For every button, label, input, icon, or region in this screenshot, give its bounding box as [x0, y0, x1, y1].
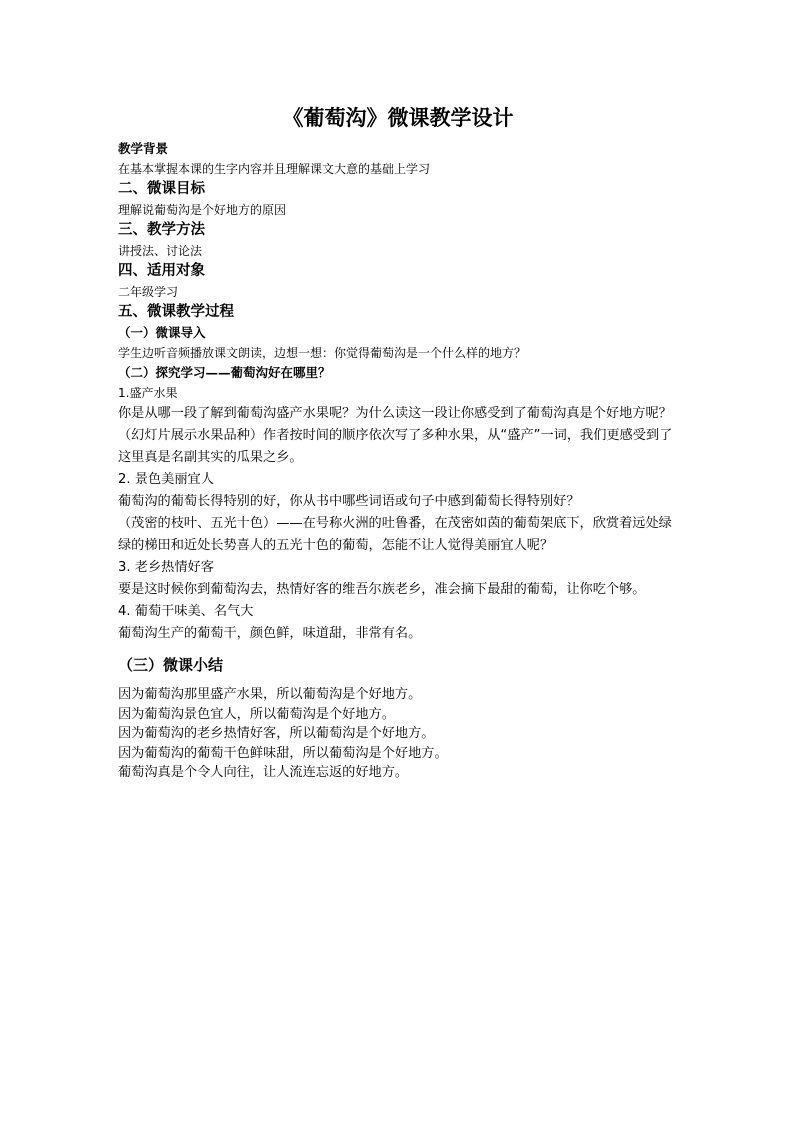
text-item-hospitality: 要是这时候你到葡萄沟去，热情好客的维吾尔族老乡，准会摘下最甜的葡萄，让你吃个够。	[118, 582, 646, 597]
heading-method: 三、教学方法	[118, 222, 205, 238]
heading-item-raisins: 4. 葡萄干味美、名气大	[118, 604, 254, 619]
heading-process: 五、微课教学过程	[118, 304, 234, 320]
heading-item-hospitality: 3. 老乡热情好客	[118, 560, 214, 575]
heading-explore: （二）探究学习——葡萄沟好在哪里？	[118, 365, 331, 380]
text-item-fruit-answer: （幻灯片展示水果品种）作者按时间的顺序依次写了多种水果，从“盛产”一词，我们更感受到了这里真是名副其实的瓜果之乡。	[118, 428, 673, 465]
heading-intro: （一）微课导入	[118, 325, 206, 340]
summary-line-scenery: 因为葡萄沟景色宜人，所以葡萄沟是个好地方。	[118, 706, 395, 722]
summary-line-raisins: 因为葡萄沟的葡萄干色鲜味甜，所以葡萄沟是个好地方。	[118, 745, 448, 761]
text-method: 讲授法、讨论法	[118, 244, 203, 258]
text-intro: 学生边听音频播放课文朗读，边想一想：你觉得葡萄沟是一个什么样的地方？	[118, 346, 527, 360]
text-audience: 二年级学习	[118, 285, 179, 299]
summary-line-fruit: 因为葡萄沟那里盛产水果，所以葡萄沟是个好地方。	[118, 687, 422, 702]
heading-summary: （三）微课小结	[118, 656, 224, 674]
text-item-raisins: 葡萄沟生产的葡萄干，颜色鲜，味道甜，非常有名。	[118, 626, 422, 641]
document-body	[118, 139, 678, 783]
text-item-scenery-answer: （茂密的枝叶、五光十色）——在号称火洲的吐鲁番，在茂密如茵的葡萄架底下，欣赏着远处绿绿的梯田和近处长势喜人的五光十色的葡萄，怎能不让人觉得美丽宜人呢？	[118, 516, 672, 553]
heading-item-scenery: 2. 景色美丽宜人	[118, 472, 214, 487]
text-background: 在基本掌握本课的生字内容并且理解课文大意的基础上学习	[118, 162, 431, 176]
text-item-fruit-question: 你是从哪一段了解到葡萄沟盛产水果呢？为什么读这一段让你感受到了葡萄沟真是个好地方呢？	[118, 406, 672, 421]
summary-line-conclusion: 葡萄沟真是个令人向往，让人流连忘返的好地方。	[118, 765, 409, 780]
heading-item-fruit: 1.盛产水果	[118, 386, 178, 400]
summary-line-hospitality: 因为葡萄沟的老乡热情好客，所以葡萄沟是个好地方。	[118, 726, 435, 741]
text-goal: 理解说葡萄沟是个好地方的原因	[118, 203, 287, 217]
heading-audience: 四、适用对象	[118, 263, 205, 279]
text-item-scenery-question: 葡萄沟的葡萄长得特别的好，你从书中哪些词语或句子中感到葡萄长得特别好？	[118, 494, 580, 509]
heading-goal: 二、微课目标	[118, 181, 205, 197]
heading-background: 教学背景	[118, 141, 169, 156]
document-title: 《葡萄沟》微课教学设计	[282, 105, 514, 130]
